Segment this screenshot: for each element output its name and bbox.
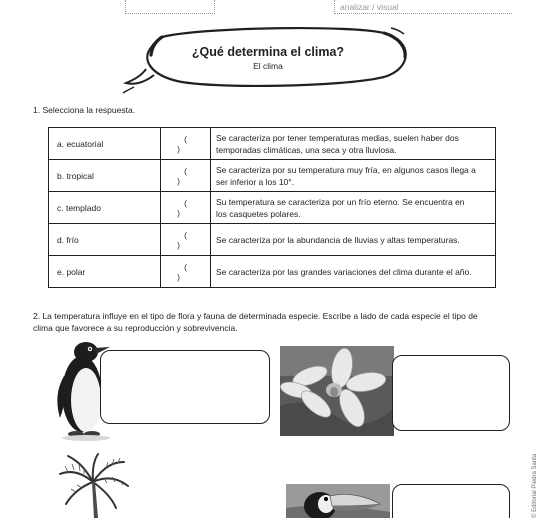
divider xyxy=(214,0,215,14)
table-row xyxy=(49,160,496,192)
description: Su temperatura se caracteriza por un frío eterno. Se encuentra en los casquetes polares. xyxy=(211,192,496,224)
table-row xyxy=(49,224,496,256)
top-strip xyxy=(0,0,550,16)
toucan-answer-box[interactable] xyxy=(392,484,510,518)
option-label: a. ecuatorial xyxy=(49,128,161,160)
option-label: d. frío xyxy=(49,224,161,256)
orchid-image xyxy=(280,346,394,436)
title-bubble xyxy=(122,25,414,97)
option-label: e. polar xyxy=(49,256,161,288)
answer-table xyxy=(48,127,496,288)
divider xyxy=(334,0,335,14)
question-2-instruction: 2. La temperatura influye en el tipo de flora y fauna de determinada especie. Escribe a lado de cada especie el tipo de clima que favorece a su reproducción y sobrevivencia. xyxy=(33,311,478,333)
orchid-answer-box[interactable] xyxy=(392,355,510,431)
answer-blank[interactable]: ( ) xyxy=(161,160,211,192)
description: Se caracteriza por su temperatura muy fría, en algunos casos llega a ser inferior a los 10°. xyxy=(211,160,496,192)
page-subtitle: El clima xyxy=(253,61,283,71)
skill-tag: analizar / visual xyxy=(340,2,399,12)
description: Se caracteriza por la abundancia de lluvias y altas temperaturas. xyxy=(211,224,496,256)
table-row xyxy=(49,128,496,160)
divider xyxy=(334,13,512,14)
page-title: ¿Qué determina el clima? xyxy=(191,45,345,59)
description: Se caracteriza por las grandes variaciones del clima durante el año. xyxy=(211,256,496,288)
divider xyxy=(125,13,215,14)
table-row xyxy=(49,256,496,288)
toucan-image xyxy=(286,484,390,518)
table-row xyxy=(49,192,496,224)
penguin-answer-box[interactable] xyxy=(100,350,270,424)
answer-blank[interactable]: ( ) xyxy=(161,192,211,224)
answer-blank[interactable]: ( ) xyxy=(161,224,211,256)
question-1-instruction: 1. Selecciona la respuesta. xyxy=(33,105,136,115)
option-label: b. tropical xyxy=(49,160,161,192)
answer-blank[interactable]: ( ) xyxy=(161,256,211,288)
palm-tree-image xyxy=(56,452,130,518)
copyright-text: © Editorial Piedra Santa xyxy=(532,453,538,518)
description: Se caracteriza por tener temperaturas medias, suelen haber dos temporadas climáticas, una seca y otra lluviosa. xyxy=(211,128,496,160)
answer-blank[interactable]: ( ) xyxy=(161,128,211,160)
option-label: c. templado xyxy=(49,192,161,224)
divider xyxy=(125,0,126,14)
